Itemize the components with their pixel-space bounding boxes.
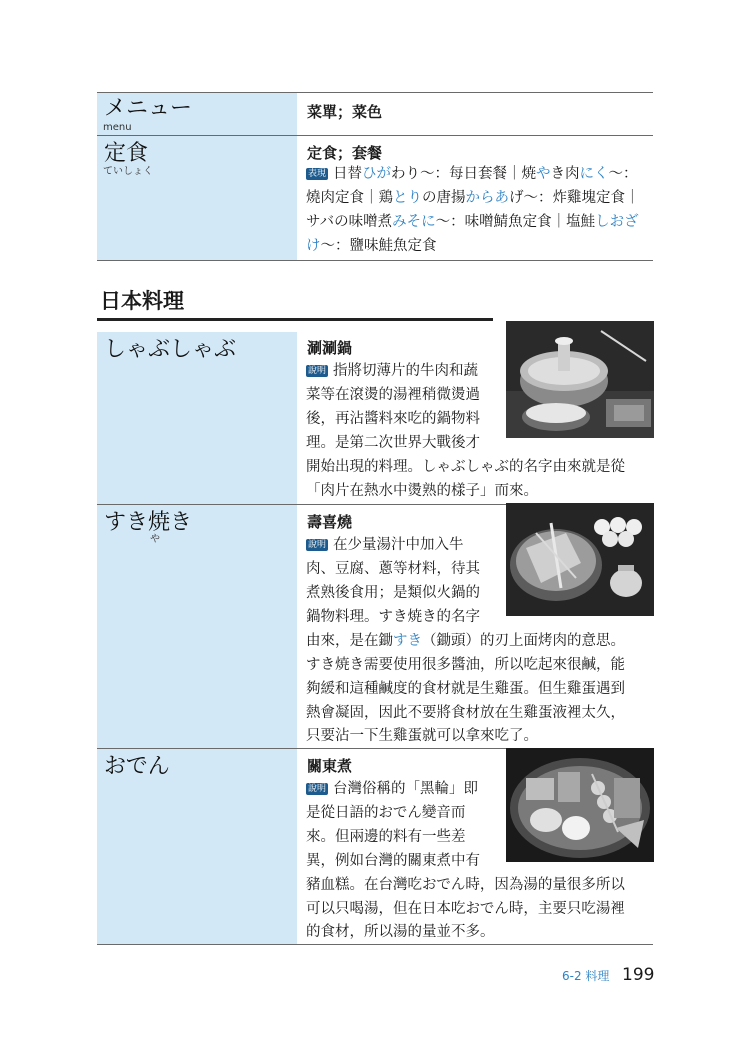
- teishoku-line-3: サバの味噌煮みそに～：味噌鯖魚定食｜塩鮭しおざ: [306, 214, 639, 230]
- definition-shabu: 涮涮鍋: [307, 339, 353, 357]
- term-sukiyaki: すき焼き: [104, 510, 193, 535]
- term-teishoku: 定食: [104, 141, 149, 166]
- section-title: 日本料理: [100, 289, 184, 313]
- definition-sukiyaki: 壽喜燒: [307, 513, 353, 531]
- entry-divider: [97, 944, 653, 945]
- term-menu: メニュー: [104, 96, 193, 121]
- page-number: 199: [622, 965, 655, 985]
- shabu-shabu-pot-photo: [506, 321, 654, 438]
- term-shabu: しゃぶしゃぶ: [104, 337, 237, 362]
- section-underline: [97, 318, 493, 321]
- definition-oden: 關東煮: [307, 757, 353, 775]
- shabu-line-3: 後，再沾醬料來吃的鍋物料: [306, 411, 480, 427]
- shabu-line-1: 說明 指將切薄片的牛肉和蔬: [308, 363, 479, 379]
- sukiyaki-line-7: 夠緩和這種鹹度的食材就是生雞蛋。但生雞蛋遇到: [306, 681, 625, 697]
- sukiyaki-line-4: 鍋物料理。すき焼き的名字: [306, 609, 480, 625]
- oden-line-2: 是從日語的おでん變音而: [306, 805, 466, 821]
- explanation-tag: 說明: [308, 366, 327, 376]
- explanation-tag: 說明: [308, 540, 327, 550]
- sukiyaki-line-5: 由來，是在鋤すき（鋤頭）的刃上面烤肉的意思。: [306, 633, 625, 649]
- shabu-line-2: 菜等在滾燙的湯裡稍微燙過: [306, 387, 480, 403]
- oden-line-4: 異，例如台灣的關東煮中有: [306, 853, 480, 869]
- definition-teishoku: 定食；套餐: [307, 144, 383, 162]
- sukiyaki-line-1: 說明 在少量湯汁中加入牛: [308, 537, 464, 553]
- sukiyaki-line-2: 肉、豆腐、蔥等材料，待其: [306, 561, 480, 577]
- oden-line-1: 說明 台灣俗稱的「黑輪」即: [308, 781, 479, 797]
- term-oden: おでん: [104, 754, 170, 779]
- reading-menu: menu: [103, 122, 132, 133]
- sukiyaki-pot-photo: [506, 503, 654, 616]
- oden-pot-photo: [506, 748, 654, 862]
- term-cell-sukiyaki: [97, 505, 297, 748]
- sukiyaki-line-8: 熱會凝固，因此不要將食材放在生雞蛋液裡太久，: [306, 705, 625, 721]
- oden-line-3: 來。但兩邊的料有一些差: [306, 829, 466, 845]
- reading-teishoku: ていしょく: [103, 166, 153, 177]
- explanation-tag: 說明: [308, 784, 327, 794]
- oden-line-6: 可以只喝湯，但在日本吃おでん時，主要只吃湯裡: [306, 901, 625, 917]
- oden-line-5: 豬血糕。在台灣吃おでん時，因為湯的量很多所以: [306, 877, 625, 893]
- teishoku-line-1: 表現 日替ひがわり～：每日套餐｜焼やき肉にく～：: [308, 166, 638, 182]
- sukiyaki-line-9: 只要沾一下生雞蛋就可以拿來吃了。: [306, 728, 538, 744]
- reading-sukiyaki: や: [150, 534, 160, 545]
- sukiyaki-line-3: 煮熟後食用；是類似火鍋的: [306, 585, 480, 601]
- shabu-line-4: 理。是第二次世界大戰後才: [306, 435, 480, 451]
- definition-menu: 菜單；菜色: [307, 103, 383, 121]
- teishoku-line-4: け～：鹽味鮭魚定食: [306, 238, 437, 254]
- expression-tag: 表現: [308, 169, 327, 179]
- sukiyaki-line-6: すき焼き需要使用很多醬油，所以吃起來很鹹，能: [306, 657, 625, 673]
- footer-chapter: 6-2 料理: [562, 969, 610, 983]
- table-bottom-rule: [97, 260, 653, 261]
- oden-line-7: 的食材，所以湯的量並不多。: [306, 924, 495, 940]
- shabu-line-6: 「肉片在熱水中燙熟的樣子」而來。: [306, 483, 538, 499]
- teishoku-line-2: 燒肉定食｜鶏とりの唐揚からあげ～：炸雞塊定食｜: [306, 190, 640, 206]
- shabu-line-5: 開始出現的料理。しゃぶしゃぶ的名字由來就是從: [306, 459, 625, 475]
